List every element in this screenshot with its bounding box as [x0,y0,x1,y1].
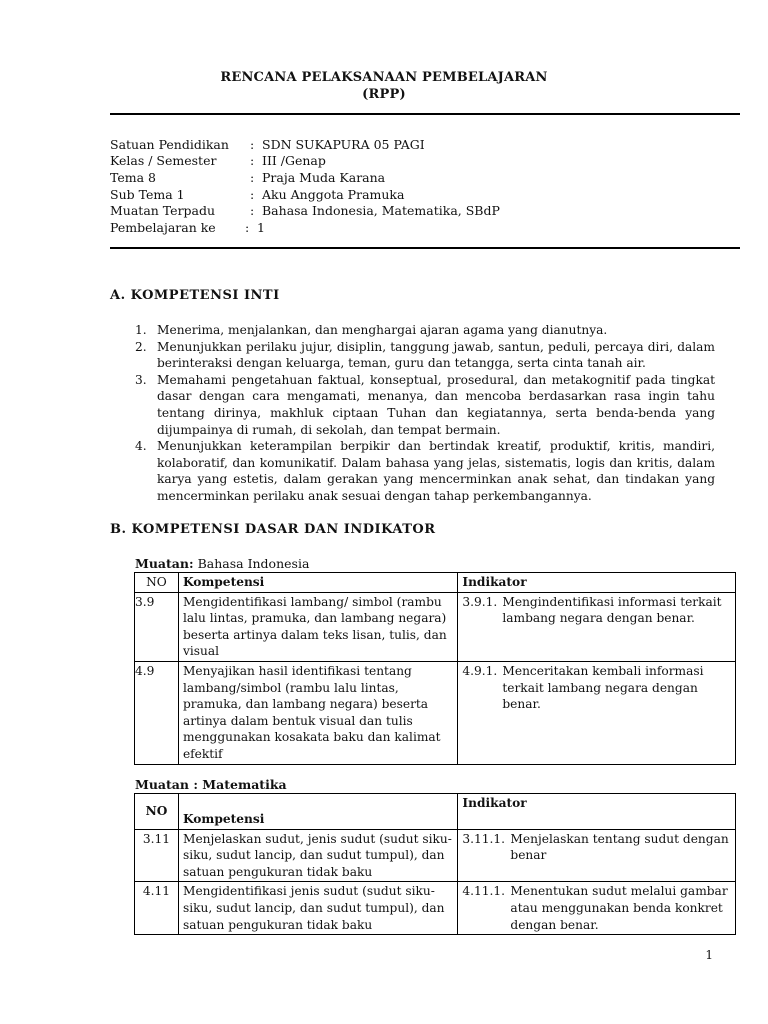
header-indikator: Indikator [458,573,736,593]
info-value: Bahasa Indonesia, Matematika, SBdP [262,203,500,218]
list-number: 1. [135,323,147,337]
cell-no: 3.11 [135,829,179,882]
document-subtitle: (RPP) [362,87,406,102]
table-row [135,661,736,764]
info-value: Praja Muda Karana [262,170,386,185]
document-title: RENCANA PELAKSANAAN PEMBELAJARAN [220,70,548,85]
indikator-code: 4.9.1. [462,663,498,678]
cell-indikator [458,882,736,935]
table-row [135,592,736,661]
cell-no: 4.11 [135,882,179,935]
indikator-text: Menceritakan kembali informasi terkait lambang negara dengan benar. [502,663,704,712]
header-kompetensi: Kompetensi [178,573,457,593]
header-rule [110,113,740,115]
list-text: Menerima, menjalankan, dan menghargai ajaran agama yang dianutnya. [157,323,608,337]
cell-no: 4.9 [135,661,179,764]
info-rule [110,247,740,249]
info-sep: : [250,187,255,202]
list-number: 4. [135,439,147,454]
indikator-code: 3.9.1. [462,594,498,609]
header-indikator: Indikator [458,794,736,830]
info-label: Satuan Pendidikan [110,137,229,152]
kompetensi-inti-list [135,322,715,505]
table-row [135,829,736,882]
info-sep: : [250,170,255,185]
muatan-bindo-label [135,556,309,571]
list-text: Menunjukkan keterampilan berpikir dan bertindak kreatif, produktif, kritis, mandiri, kolaboratif, dan komunikatif. Dalam bahasa yang jelas, sistematis, logis dan kritis, dalam karya yang estetis, dalam gerakan yang mencerminkan anak sehat, dan tindakan yang mencerminkan perilaku anak sesuai dengan tahap perkembangannya. [157,439,715,503]
page-number: 1 [705,948,713,962]
list-text: Menunjukkan perilaku jujur, disiplin, tanggung jawab, santun, peduli, percaya diri, dalam berinteraksi dengan keluarga, teman, guru dan tetangga, serta cinta tanah air. [157,339,715,371]
list-item [135,372,715,438]
muatan-key: Muatan: [135,556,194,571]
info-label: Muatan Terpadu [110,203,216,218]
table-header-row [135,794,736,830]
info-label: Pembelajaran ke [110,220,216,235]
indikator-text: Mengindentifikasi informasi terkait lambang negara dengan benar. [502,594,722,626]
info-label: Sub Tema 1 [110,187,185,202]
list-item [135,438,715,504]
header-kompetensi: Kompetensi [178,794,457,830]
cell-kompetensi: Menjelaskan sudut, jenis sudut (sudut siku-siku, sudut lancip, dan sudut tumpul), dan satuan pengukuran tidak baku [178,829,457,882]
muatan-mtk-label: Muatan : Matematika [135,777,287,792]
muatan-value: Bahasa Indonesia [193,556,310,571]
table-matematika [134,793,736,935]
list-item [135,322,715,339]
section-a-heading: A. KOMPETENSI INTI [110,288,280,303]
info-sep: : [250,203,255,218]
list-item [135,339,715,372]
table-header-row [135,573,736,593]
cell-no: 3.9 [135,592,179,661]
info-label: Tema 8 [110,170,156,185]
info-value: SDN SUKAPURA 05 PAGI [262,137,425,152]
section-b-heading: B. KOMPETENSI DASAR DAN INDIKATOR [110,522,436,537]
cell-kompetensi: Mengidentifikasi lambang/ simbol (rambu lalu lintas, pramuka, dan lambang negara) beserta artinya dalam teks lisan, tulis, dan visual [178,592,457,661]
list-number: 2. [135,339,147,354]
info-value: 1 [257,220,265,235]
info-value: Aku Anggota Pramuka [262,187,405,202]
cell-kompetensi: Menyajikan hasil identifikasi tentang lambang/simbol (rambu lalu lintas, pramuka, dan lambang negara) beserta artinya dalam bentuk visual dan tulis menggunakan kosakata baku dan kalimat efektif [178,661,457,764]
info-sep: : [245,220,250,235]
table-row [135,882,736,935]
info-sep: : [250,153,255,168]
table-bahasa-indonesia [134,572,736,765]
cell-indikator [458,661,736,764]
indikator-text: Menentukan sudut melalui gambar atau menggunakan benda konkret dengan benar. [510,884,728,932]
list-text: Memahami pengetahuan faktual, konseptual, prosedural, dan metakognitif pada tingkat dasar dengan cara mengamati, menanya, dan mencoba berdasarkan rasa ingin tahu tentang dirinya, makhluk ciptaan Tuhan dan kegiatannya, serta benda-benda yang dijumpainya di rumah, di sekolah, dan tempat bermain. [157,372,715,437]
list-number: 3. [135,372,147,387]
info-label: Kelas / Semester [110,153,217,168]
info-sep: : [250,137,255,152]
info-value: III /Genap [262,153,326,168]
header-no: NO [135,794,179,830]
indikator-text: Menjelaskan tentang sudut dengan benar [510,831,729,863]
indikator-code: 3.11.1. [462,831,506,846]
indikator-code: 4.11.1. [462,884,506,899]
header-no: NO [135,573,179,593]
cell-indikator [458,829,736,882]
cell-kompetensi: Mengidentifikasi jenis sudut (sudut siku-siku, sudut lancip, dan sudut tumpul), dan satuan pengukuran tidak baku [178,882,457,935]
cell-indikator [458,592,736,661]
